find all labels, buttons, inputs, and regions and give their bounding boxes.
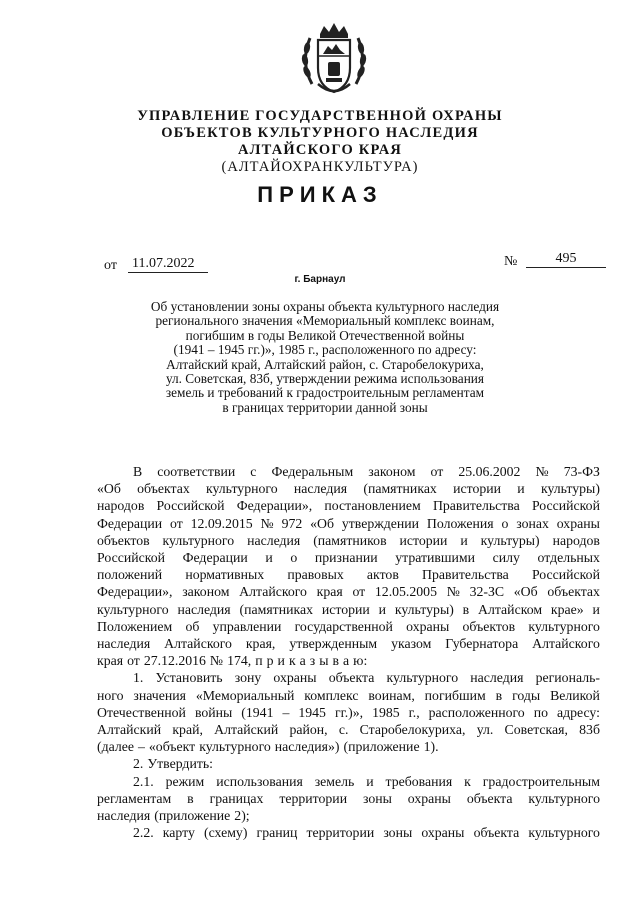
body-word: объекта bbox=[328, 670, 375, 686]
body-word: с. bbox=[338, 722, 349, 738]
body-line bbox=[97, 566, 600, 583]
body-word: и bbox=[378, 601, 386, 617]
body-word: наследия bbox=[470, 670, 524, 686]
body-word: – bbox=[282, 704, 290, 720]
date-label: от bbox=[104, 258, 117, 273]
body-word: Федерации bbox=[182, 550, 248, 566]
body-word: наследия bbox=[247, 532, 301, 548]
body-word: объектов bbox=[462, 618, 516, 634]
body-word: постановлением bbox=[324, 498, 421, 514]
body-word: культурного bbox=[97, 601, 169, 617]
body-word: а bbox=[343, 653, 350, 669]
body-word: силу bbox=[492, 550, 520, 566]
body-word: культурного bbox=[162, 532, 235, 548]
body-word: культурного bbox=[528, 825, 600, 841]
body-word: № bbox=[446, 584, 460, 600]
body-word: актов bbox=[366, 567, 399, 583]
body-word: комплекс bbox=[304, 687, 359, 703]
body-word: края, bbox=[245, 636, 276, 652]
body-word: Правительства bbox=[432, 498, 520, 514]
body-word: ю: bbox=[353, 653, 368, 669]
body-line bbox=[97, 583, 600, 600]
body-word: объекта bbox=[473, 825, 520, 841]
body-word: по bbox=[533, 704, 548, 720]
body-word: признании bbox=[314, 550, 378, 566]
body-line bbox=[97, 480, 600, 497]
body-line bbox=[97, 704, 600, 721]
body-word: об bbox=[185, 618, 200, 634]
body-word: 12.09.2015 bbox=[190, 515, 253, 531]
body-word: отдельных bbox=[537, 550, 600, 566]
coat-of-arms-emblem-icon bbox=[298, 20, 370, 100]
body-word: (далее bbox=[97, 739, 134, 755]
body-word: Правительства bbox=[421, 567, 509, 583]
body-word: «Об bbox=[97, 481, 121, 497]
body-word: от bbox=[170, 515, 183, 531]
body-word: в bbox=[462, 601, 470, 617]
body-word: Отечественной bbox=[97, 704, 186, 720]
city-name: г. Барнаул bbox=[294, 274, 346, 285]
order-body-text bbox=[97, 463, 600, 841]
body-word: о bbox=[501, 515, 509, 531]
body-word: войны bbox=[194, 704, 233, 720]
title-line: ул. Советская, 83б, утверждении режима использования bbox=[165, 371, 485, 387]
body-line bbox=[97, 773, 600, 790]
body-word: ул. bbox=[476, 722, 494, 738]
body-word: территории bbox=[306, 825, 375, 841]
body-word: 2); bbox=[234, 808, 250, 824]
body-word: правовых bbox=[287, 567, 344, 583]
body-word: 1). bbox=[423, 739, 439, 755]
body-word: законом bbox=[368, 464, 416, 479]
body-word: погибшим bbox=[424, 687, 486, 703]
body-word: и bbox=[277, 653, 285, 669]
body-line bbox=[97, 549, 600, 566]
body-word: территории bbox=[279, 790, 348, 806]
body-word: утверждении bbox=[341, 515, 420, 531]
body-word: Алтайского bbox=[532, 636, 600, 652]
body-word: Утвердить: bbox=[147, 756, 213, 772]
body-word: объектов bbox=[97, 532, 150, 548]
body-line bbox=[97, 721, 600, 738]
body-word: 972 bbox=[281, 515, 303, 531]
body-word: региональ- bbox=[535, 670, 600, 686]
body-word: годы bbox=[512, 687, 541, 703]
body-line bbox=[97, 463, 600, 480]
body-word: культурного bbox=[206, 481, 278, 497]
body-word: 32-ЗС bbox=[469, 584, 505, 600]
body-word: от bbox=[352, 584, 366, 600]
body-word: законом bbox=[182, 584, 230, 600]
body-word: охраны bbox=[556, 515, 600, 531]
body-word: 1985 bbox=[372, 704, 400, 720]
body-word: положений bbox=[97, 567, 163, 583]
body-word: (приложение bbox=[154, 808, 231, 824]
body-line bbox=[97, 738, 600, 755]
body-word: охраны bbox=[406, 618, 450, 634]
body-word: Алтайского bbox=[164, 636, 232, 652]
body-word: Федеральным bbox=[271, 464, 354, 479]
body-word: 25.06.2002 bbox=[458, 464, 521, 479]
document-date: 11.07.2022 bbox=[128, 256, 208, 273]
body-word: регламентам bbox=[97, 790, 172, 806]
body-word: Федерации bbox=[97, 515, 163, 531]
body-word: объектах bbox=[547, 584, 600, 600]
body-word: (памятников bbox=[313, 532, 387, 548]
body-word: «Об bbox=[310, 515, 334, 531]
body-word: культуры) bbox=[480, 532, 540, 548]
body-word: Алтайском bbox=[478, 601, 543, 617]
body-word: ного bbox=[97, 687, 124, 703]
body-line bbox=[97, 652, 600, 669]
body-word: 1. bbox=[133, 670, 144, 686]
body-word: истории bbox=[321, 601, 370, 617]
body-line bbox=[97, 618, 600, 635]
body-word: земель bbox=[314, 773, 355, 789]
body-word: Российской bbox=[97, 550, 165, 566]
body-word: в bbox=[187, 790, 194, 806]
title-line: земель и требований к градостроительным регламентам bbox=[165, 385, 485, 401]
body-word: 73-ФЗ bbox=[563, 464, 600, 479]
body-word: № bbox=[260, 515, 274, 531]
body-word: р bbox=[266, 653, 274, 669]
body-word: 83б bbox=[579, 722, 600, 738]
body-word: утратившими bbox=[395, 550, 476, 566]
body-word: 12.05.2005 bbox=[374, 584, 437, 600]
organization-abbreviation: (АЛТАЙОХРАНКУЛЬТУРА) bbox=[221, 159, 419, 175]
body-word: 27.12.2016 bbox=[143, 653, 206, 669]
body-word: истории bbox=[453, 481, 502, 497]
body-word: (приложение bbox=[343, 739, 420, 755]
body-word: от bbox=[127, 653, 140, 669]
body-line bbox=[97, 687, 600, 704]
body-word: (памятниках bbox=[363, 481, 437, 497]
body-line bbox=[97, 807, 600, 824]
body-word: 174, bbox=[227, 653, 252, 669]
body-word: значения bbox=[133, 687, 186, 703]
body-word: требования bbox=[385, 773, 453, 789]
title-line: в границах территории данной зоны bbox=[222, 399, 428, 415]
body-word: район, bbox=[289, 722, 328, 738]
body-word: наследия») bbox=[274, 739, 340, 755]
body-word: Федерации», bbox=[236, 498, 313, 514]
body-word: Алтайский bbox=[97, 722, 162, 738]
body-word: режим bbox=[165, 773, 205, 789]
body-word: утвержденным bbox=[289, 636, 378, 652]
body-word: градостроительным bbox=[482, 773, 600, 789]
body-word: соответствии bbox=[157, 464, 236, 479]
body-word: границ bbox=[256, 825, 298, 841]
body-word: 1945 bbox=[298, 704, 326, 720]
body-word: народов bbox=[552, 532, 600, 548]
body-word: (1941 bbox=[241, 704, 274, 720]
body-word: использования bbox=[216, 773, 303, 789]
body-line bbox=[97, 824, 600, 841]
body-line bbox=[97, 515, 600, 532]
body-word: наследия bbox=[97, 808, 151, 824]
body-word: наследия bbox=[97, 636, 151, 652]
body-word: и bbox=[592, 601, 600, 617]
body-word: культуры) bbox=[540, 481, 600, 497]
body-word: с bbox=[250, 464, 257, 479]
number-label: № bbox=[504, 254, 518, 269]
body-word: охраны bbox=[273, 670, 317, 686]
body-word: (схему) bbox=[203, 825, 248, 841]
body-word: а bbox=[299, 653, 306, 669]
body-word: наследия bbox=[293, 481, 348, 497]
body-word: 2.2. bbox=[133, 825, 154, 841]
body-word: края bbox=[97, 653, 124, 669]
body-word: зону bbox=[234, 670, 262, 686]
body-word: охраны bbox=[421, 825, 465, 841]
body-line bbox=[97, 755, 600, 772]
body-word: и bbox=[460, 532, 468, 548]
title-line: Об установлении зоны охраны объекта культурного наследия bbox=[150, 299, 500, 314]
body-word: указом bbox=[391, 636, 432, 652]
body-word: от bbox=[430, 464, 444, 479]
body-word: нормативных bbox=[185, 567, 265, 583]
body-word: Установить bbox=[155, 670, 223, 686]
body-word: карту bbox=[162, 825, 195, 841]
body-word: Федерации», bbox=[97, 584, 173, 600]
body-word: объектах bbox=[137, 481, 190, 497]
body-word: истории bbox=[399, 532, 448, 548]
body-word: охраны bbox=[407, 790, 451, 806]
body-word: гг.)», bbox=[334, 704, 364, 720]
body-word: Алтайского bbox=[239, 584, 307, 600]
body-word: 2. bbox=[133, 756, 144, 772]
body-word: «Мемориальный bbox=[195, 687, 295, 703]
body-word: край, bbox=[172, 722, 203, 738]
body-line bbox=[97, 497, 600, 514]
body-word: границах bbox=[209, 790, 264, 806]
body-word: зоны bbox=[362, 790, 392, 806]
body-word: к bbox=[288, 653, 296, 669]
organization-name-line-1: УПРАВЛЕНИЕ ГОСУДАРСТВЕННОЙ ОХРАНЫ bbox=[137, 108, 503, 124]
body-line bbox=[97, 669, 600, 686]
document-type-title: ПРИКАЗ bbox=[257, 182, 383, 207]
body-word: народов bbox=[97, 498, 145, 514]
organization-name-line-3: АЛТАЙСКОГО КРАЯ bbox=[237, 142, 403, 158]
body-word: Старобелокуриха, bbox=[359, 722, 466, 738]
title-line: погибшим в годы Великой Отечественной войны bbox=[185, 327, 465, 343]
body-word: № bbox=[209, 653, 224, 669]
body-word: Российской bbox=[531, 567, 600, 583]
body-word: в bbox=[495, 687, 503, 703]
title-line: регионального значения «Мемориальный комплекс воинам, bbox=[155, 313, 495, 329]
body-word: п bbox=[255, 653, 263, 669]
body-word: Положением bbox=[97, 618, 173, 634]
body-word: культурного bbox=[199, 739, 271, 755]
body-word: Российской bbox=[531, 498, 600, 514]
body-word: культурного bbox=[528, 618, 600, 634]
body-word: и bbox=[265, 550, 273, 566]
title-line: (1941 – 1945 гг.)», 1985 г., расположенного по адресу: bbox=[173, 342, 477, 358]
body-word: № bbox=[535, 464, 549, 479]
body-word: адресу: bbox=[556, 704, 600, 720]
body-word: и bbox=[366, 773, 374, 789]
body-word: расположенного bbox=[428, 704, 525, 720]
title-line: Алтайский край, Алтайский район, с. Старобелокуриха, bbox=[166, 356, 484, 372]
body-word: – bbox=[138, 739, 145, 755]
body-word: в bbox=[332, 653, 340, 669]
body-word: культуры) bbox=[394, 601, 454, 617]
body-word: (памятниках bbox=[239, 601, 313, 617]
body-word: о bbox=[290, 550, 298, 566]
body-word: Алтайский bbox=[214, 722, 279, 738]
body-word: Губернатора bbox=[445, 636, 519, 652]
body-word: зонах bbox=[516, 515, 549, 531]
body-word: воинам, bbox=[368, 687, 415, 703]
body-word: В bbox=[133, 464, 143, 479]
body-word: Советская, bbox=[504, 722, 568, 738]
body-word: г., bbox=[408, 704, 420, 720]
body-word: Российской bbox=[156, 498, 225, 514]
body-word: 2.1. bbox=[133, 773, 154, 789]
body-word: «Об bbox=[513, 584, 538, 600]
body-word: наследия bbox=[177, 601, 231, 617]
order-subject-title bbox=[130, 300, 520, 415]
body-word: з bbox=[309, 653, 316, 669]
body-word: объекта bbox=[466, 790, 513, 806]
body-word: Положения bbox=[426, 515, 494, 531]
body-word: Великой bbox=[550, 687, 600, 703]
body-line bbox=[97, 790, 600, 807]
document-number: 495 bbox=[526, 251, 606, 268]
body-word: управлении bbox=[212, 618, 282, 634]
body-word: зоны bbox=[383, 825, 413, 841]
body-word: «объект bbox=[148, 739, 196, 755]
body-word: культурного bbox=[386, 670, 459, 686]
body-word: к bbox=[464, 773, 471, 789]
body-word: государственной bbox=[294, 618, 393, 634]
body-word: крае» bbox=[550, 601, 584, 617]
body-line bbox=[97, 532, 600, 549]
organization-name-line-2: ОБЪЕКТОВ КУЛЬТУРНОГО НАСЛЕДИЯ bbox=[161, 125, 479, 141]
body-word: края bbox=[316, 584, 343, 600]
body-word: ы bbox=[319, 653, 329, 669]
body-word: культурного bbox=[528, 790, 600, 806]
body-word: и bbox=[517, 481, 525, 497]
body-line bbox=[97, 601, 600, 618]
body-line bbox=[97, 635, 600, 652]
